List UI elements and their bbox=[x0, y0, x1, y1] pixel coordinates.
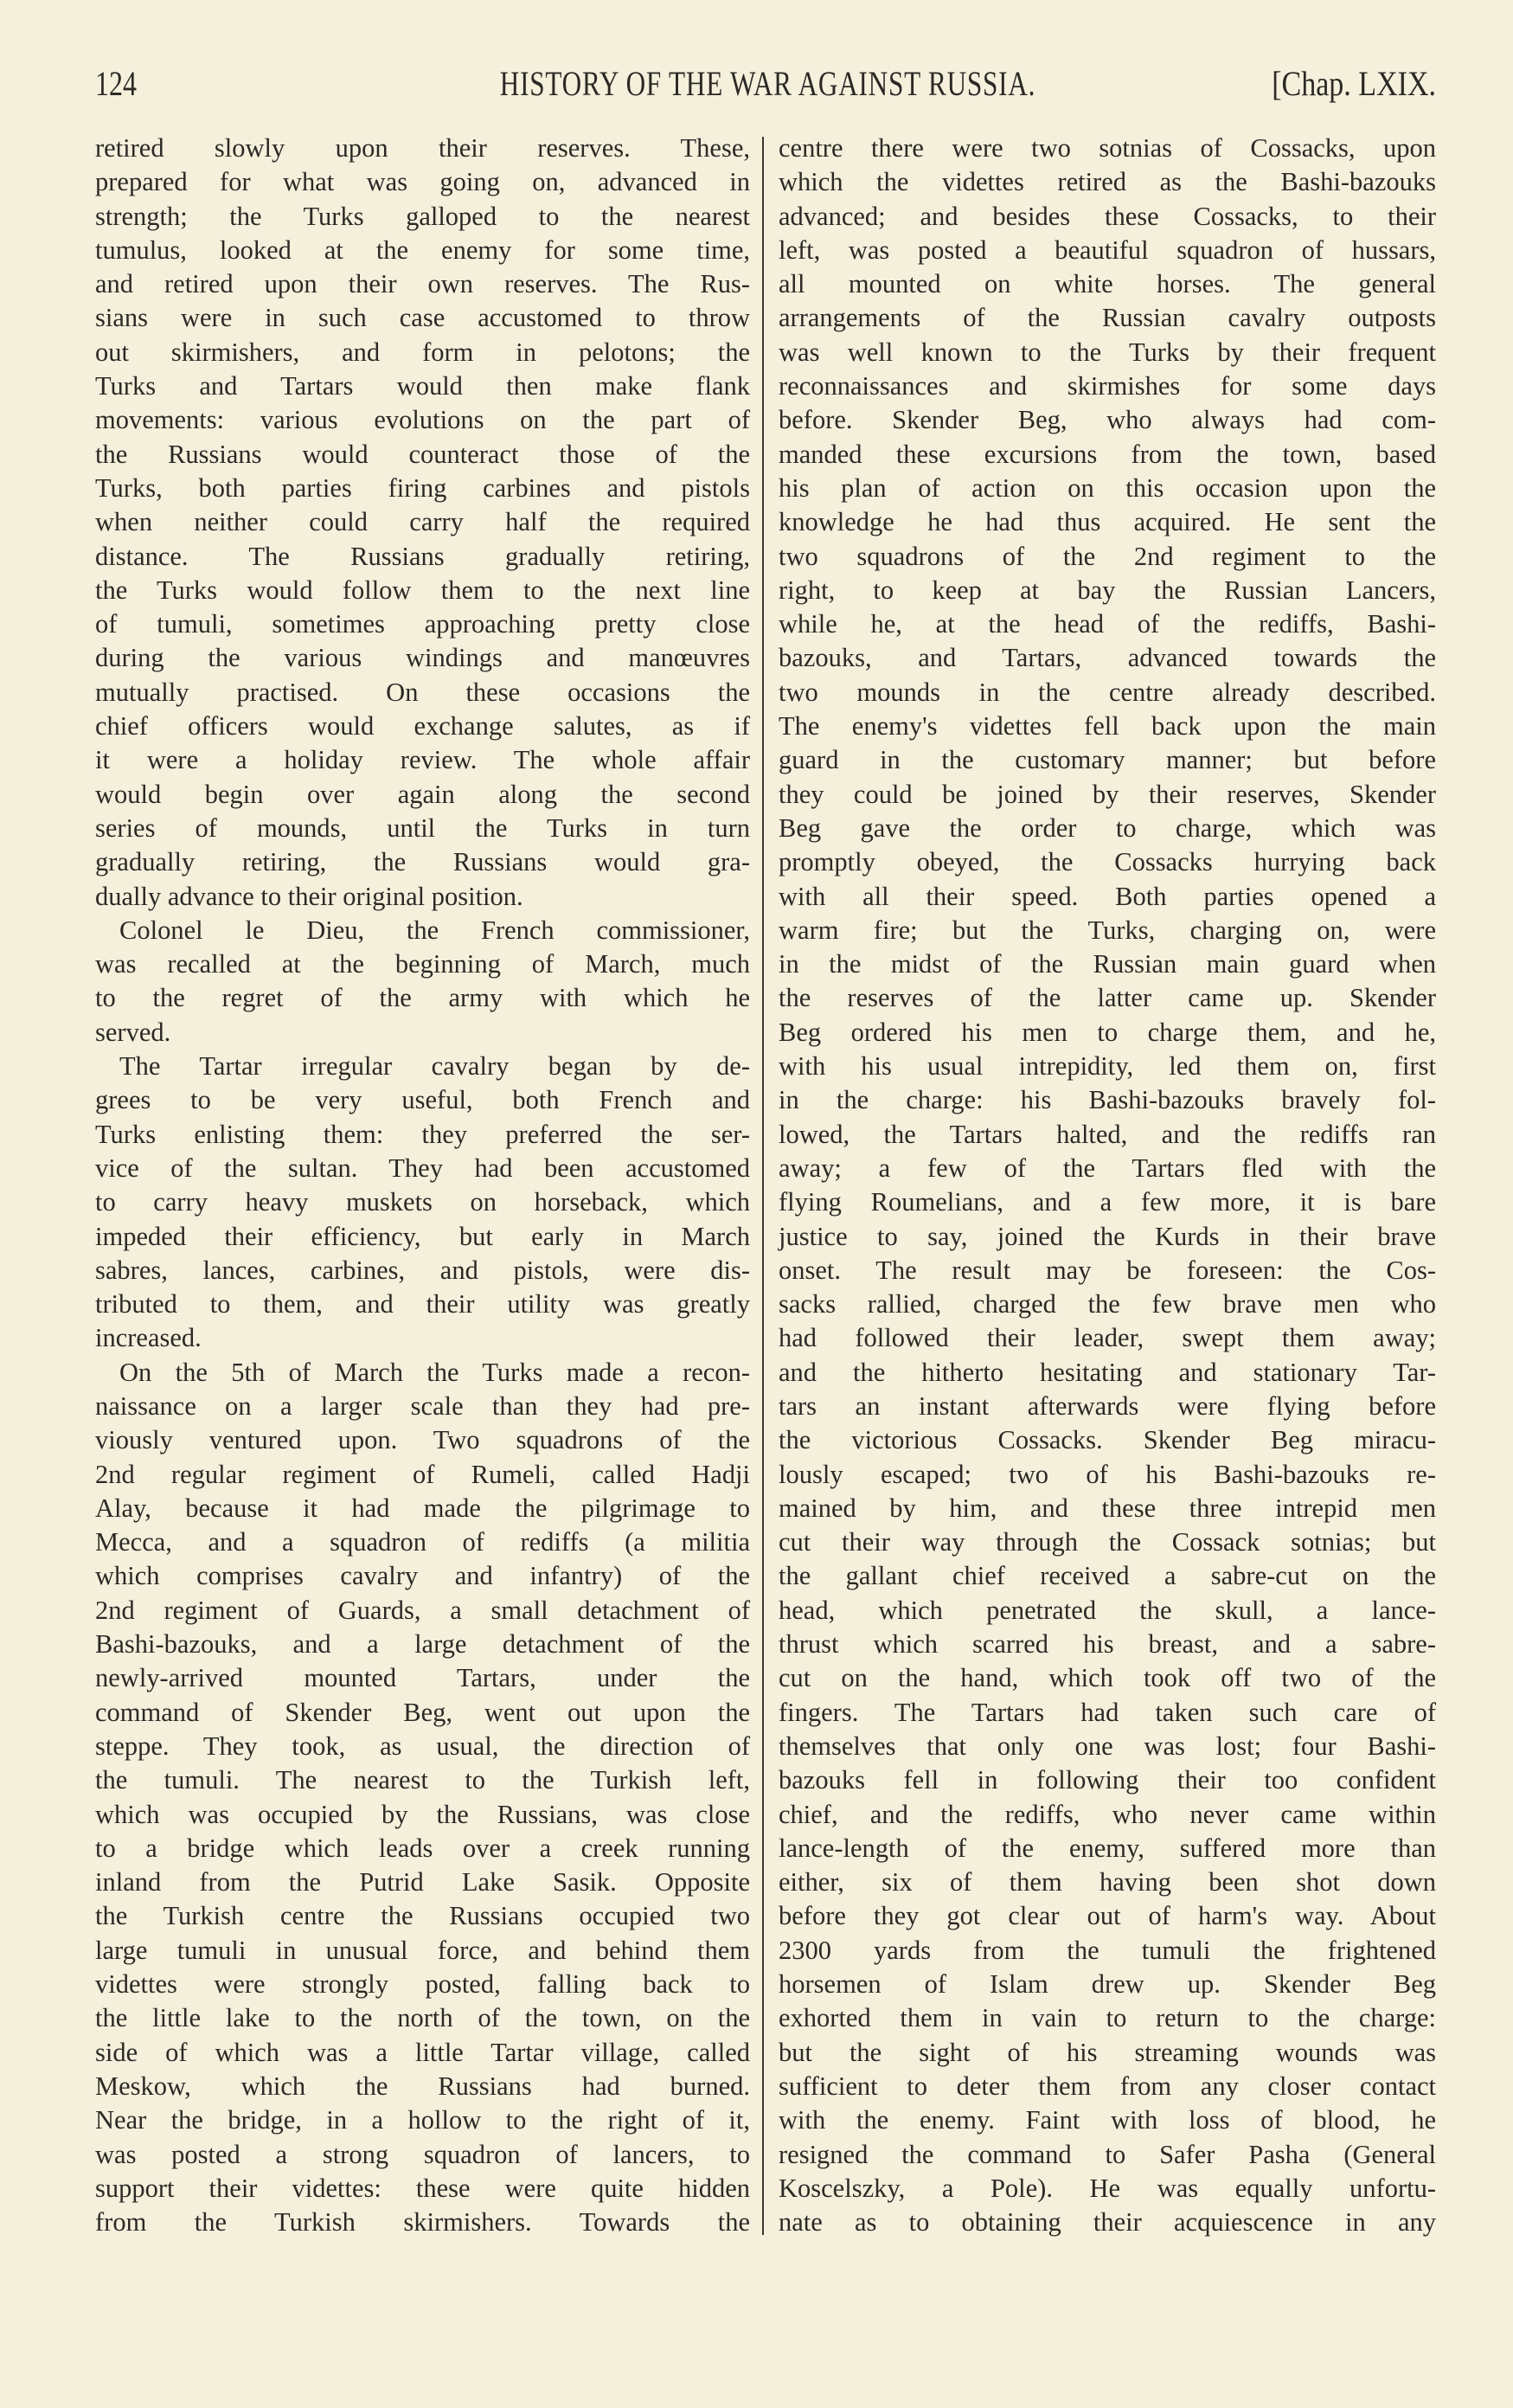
text-line: the Turks would follow them to the next line bbox=[95, 575, 750, 605]
text-line: the tumuli. The nearest to the Turkish left, bbox=[95, 1765, 750, 1795]
text-line: before. Skender Beg, who always had com- bbox=[779, 405, 1436, 435]
text-line: head, which penetrated the skull, a lance- bbox=[779, 1595, 1436, 1625]
text-line: Near the bridge, in a hollow to the right of it, bbox=[95, 2105, 750, 2135]
text-line: lously escaped; two of his Bashi-bazouks re- bbox=[779, 1459, 1436, 1489]
text-line: with his usual intrepidity, led them on, first bbox=[779, 1051, 1436, 1082]
text-line: tars an instant afterwards were flying before bbox=[779, 1390, 1436, 1421]
text-line: grees to be very useful, both French and bbox=[95, 1085, 750, 1115]
text-line: the victorious Cossacks. Skender Beg miracu- bbox=[779, 1425, 1436, 1455]
text-line: support their videttes: these were quite hidden bbox=[95, 2173, 750, 2203]
text-line: Turks and Tartars would then make flank bbox=[95, 371, 750, 401]
text-line: 2nd regular regiment of Rumeli, called Hadji bbox=[95, 1459, 750, 1489]
text-line: Colonel le Dieu, the French commissioner, bbox=[119, 915, 750, 945]
text-line: manded these excursions from the town, based bbox=[779, 439, 1436, 469]
text-line: Turks enlisting them: they preferred the ser- bbox=[95, 1119, 750, 1149]
text-line: cut on the hand, which took off two of the bbox=[779, 1663, 1436, 1693]
text-line: naissance on a larger scale than they had pre- bbox=[95, 1390, 750, 1421]
text-line: which comprises cavalry and infantry) of the bbox=[95, 1561, 750, 1591]
text-line: viously ventured upon. Two squadrons of the bbox=[95, 1425, 750, 1455]
text-line: large tumuli in unusual force, and behind them bbox=[95, 1935, 750, 1965]
text-line: Mecca, and a squadron of rediffs (a militia bbox=[95, 1527, 750, 1557]
text-line: they could be joined by their reserves, Skender bbox=[779, 779, 1436, 809]
text-line: away; a few of the Tartars fled with the bbox=[779, 1153, 1436, 1183]
text-line: the little lake to the north of the town, on the bbox=[95, 2003, 750, 2033]
text-line: series of mounds, until the Turks in turn bbox=[95, 812, 750, 843]
text-line: two squadrons of the 2nd regiment to the bbox=[779, 541, 1436, 571]
text-line: during the various windings and manœuvres bbox=[95, 643, 750, 673]
text-line: 2nd regiment of Guards, a small detachment of bbox=[95, 1595, 750, 1625]
text-line: two mounds in the centre already described. bbox=[779, 677, 1436, 707]
paragraph bbox=[779, 132, 1436, 2239]
text-line: was recalled at the beginning of March, much bbox=[95, 949, 750, 979]
text-line: sacks rallied, charged the few brave men who bbox=[779, 1289, 1436, 1320]
text-line: lowed, the Tartars halted, and the rediffs ran bbox=[779, 1119, 1436, 1149]
text-line: impeded their efficiency, but early in March bbox=[95, 1221, 750, 1251]
text-line: chief officers would exchange salutes, as if bbox=[95, 711, 750, 742]
column-divider bbox=[762, 137, 764, 2235]
text-line: which the videttes retired as the Bashi-bazouks bbox=[779, 167, 1436, 197]
text-line: and retired upon their own reserves. The Rus- bbox=[95, 269, 750, 299]
text-line: in the midst of the Russian main guard when bbox=[779, 949, 1436, 979]
left-column bbox=[95, 132, 750, 2239]
text-line: had followed their leader, swept them away; bbox=[779, 1323, 1436, 1353]
text-line: exhorted them in vain to return to the charge: bbox=[779, 2003, 1436, 2033]
paragraph bbox=[95, 1050, 750, 1356]
text-line: out skirmishers, and form in pelotons; the bbox=[95, 337, 750, 367]
paragraph bbox=[95, 914, 750, 1050]
text-line: movements: various evolutions on the part of bbox=[95, 405, 750, 435]
text-line: to the regret of the army with which he bbox=[95, 983, 750, 1013]
text-line: the Turkish centre the Russians occupied two bbox=[95, 1901, 750, 1931]
text-line: sians were in such case accustomed to throw bbox=[95, 303, 750, 333]
text-line: warm fire; but the Turks, charging on, were bbox=[779, 915, 1436, 945]
text-line: sufficient to deter them from any closer contact bbox=[779, 2071, 1436, 2101]
text-line: was well known to the Turks by their frequent bbox=[779, 337, 1436, 367]
text-line: Alay, because it had made the pilgrimage to bbox=[95, 1493, 750, 1523]
text-line: retired slowly upon their reserves. These, bbox=[95, 133, 750, 163]
text-line: strength; the Turks galloped to the nearest bbox=[95, 201, 750, 231]
paragraph bbox=[95, 1356, 750, 2240]
text-line: mutually practised. On these occasions the bbox=[95, 677, 750, 707]
text-line: to carry heavy muskets on horseback, which bbox=[95, 1187, 750, 1217]
running-title: HISTORY OF THE WAR AGAINST RUSSIA. bbox=[499, 64, 1036, 103]
text-line: 2300 yards from the tumuli the frightened bbox=[779, 1935, 1436, 1965]
text-line: Bashi-bazouks, and a large detachment of the bbox=[95, 1629, 750, 1660]
text-line: Meskow, which the Russians had burned. bbox=[95, 2071, 750, 2101]
text-line: either, six of them having been shot down bbox=[779, 1867, 1436, 1898]
text-line: cut their way through the Cossack sotnias; but bbox=[779, 1527, 1436, 1557]
text-line: newly-arrived mounted Tartars, under the bbox=[95, 1663, 750, 1693]
text-line: served. bbox=[95, 1017, 171, 1047]
text-line: The Tartar irregular cavalry began by de- bbox=[119, 1051, 750, 1082]
text-line: guard in the customary manner; but before bbox=[779, 745, 1436, 775]
text-line: thrust which scarred his breast, and a sabre- bbox=[779, 1629, 1436, 1660]
text-line: Turks, both parties firing carbines and pistols bbox=[95, 472, 750, 503]
text-line: On the 5th of March the Turks made a recon- bbox=[119, 1357, 750, 1387]
text-line: bazouks, and Tartars, advanced towards the bbox=[779, 643, 1436, 673]
text-line: Beg gave the order to charge, which was bbox=[779, 812, 1436, 843]
text-line: was posted a strong squadron of lancers, to bbox=[95, 2139, 750, 2169]
text-line: nate as to obtaining their acquiescence in any bbox=[779, 2207, 1436, 2238]
text-line: centre there were two sotnias of Cossacks, upon bbox=[779, 133, 1436, 163]
text-line: right, to keep at bay the Russian Lancers, bbox=[779, 575, 1436, 605]
text-line: all mounted on white horses. The general bbox=[779, 269, 1436, 299]
text-line: The enemy's videttes fell back upon the main bbox=[779, 711, 1436, 742]
text-line: with all their speed. Both parties opened a bbox=[779, 881, 1436, 911]
text-line: resigned the command to Safer Pasha (General bbox=[779, 2139, 1436, 2169]
text-line: but the sight of his streaming wounds was bbox=[779, 2037, 1436, 2067]
text-line: tributed to them, and their utility was greatly bbox=[95, 1289, 750, 1320]
right-column bbox=[779, 132, 1436, 2239]
text-line: arrangements of the Russian cavalry outposts bbox=[779, 303, 1436, 333]
text-line: his plan of action on this occasion upon the bbox=[779, 472, 1436, 503]
text-line: command of Skender Beg, went out upon the bbox=[95, 1697, 750, 1727]
page-number: 124 bbox=[95, 64, 137, 103]
text-line: flying Roumelians, and a few more, it is bare bbox=[779, 1187, 1436, 1217]
text-line: Koscelszky, a Pole). He was equally unfortu- bbox=[779, 2173, 1436, 2203]
text-line: left, was posted a beautiful squadron of hussars, bbox=[779, 234, 1436, 265]
text-line: advanced; and besides these Cossacks, to their bbox=[779, 201, 1436, 231]
text-line: tumulus, looked at the enemy for some time, bbox=[95, 234, 750, 265]
text-line: the gallant chief received a sabre-cut on the bbox=[779, 1561, 1436, 1591]
text-line: themselves that only one was lost; four Bashi- bbox=[779, 1731, 1436, 1761]
text-line: onset. The result may be foreseen: the Cos- bbox=[779, 1255, 1436, 1285]
paragraph bbox=[95, 132, 750, 914]
text-line: with the enemy. Faint with loss of blood, he bbox=[779, 2105, 1436, 2135]
text-line: distance. The Russians gradually retiring, bbox=[95, 541, 750, 571]
text-line: it were a holiday review. The whole affair bbox=[95, 745, 750, 775]
text-line: in the charge: his Bashi-bazouks bravely fol- bbox=[779, 1085, 1436, 1115]
text-line: videttes were strongly posted, falling back to bbox=[95, 1969, 750, 2000]
text-line: the Russians would counteract those of the bbox=[95, 439, 750, 469]
text-line: and the hitherto hesitating and stationary Tar- bbox=[779, 1357, 1436, 1387]
text-line: gradually retiring, the Russians would gra- bbox=[95, 847, 750, 877]
text-line: to a bridge which leads over a creek running bbox=[95, 1833, 750, 1863]
text-line: dually advance to their original position. bbox=[95, 881, 523, 911]
text-line: prepared for what was going on, advanced in bbox=[95, 167, 750, 197]
text-line: chief, and the rediffs, who never came within bbox=[779, 1799, 1436, 1829]
text-line: would begin over again along the second bbox=[95, 779, 750, 809]
text-line: lance-length of the enemy, suffered more than bbox=[779, 1833, 1436, 1863]
text-line: which was occupied by the Russians, was close bbox=[95, 1799, 750, 1829]
text-line: of tumuli, sometimes approaching pretty close bbox=[95, 609, 750, 639]
text-line: from the Turkish skirmishers. Towards the bbox=[95, 2207, 750, 2238]
text-line: knowledge he had thus acquired. He sent the bbox=[779, 507, 1436, 537]
text-line: reconnaissances and skirmishes for some days bbox=[779, 371, 1436, 401]
text-line: fingers. The Tartars had taken such care of bbox=[779, 1697, 1436, 1727]
text-line: before they got clear out of harm's way. About bbox=[779, 1901, 1436, 1931]
text-line: vice of the sultan. They had been accustomed bbox=[95, 1153, 750, 1183]
text-line: steppe. They took, as usual, the direction of bbox=[95, 1731, 750, 1761]
text-line: horsemen of Islam drew up. Skender Beg bbox=[779, 1969, 1436, 2000]
text-line: side of which was a little Tartar village, called bbox=[95, 2037, 750, 2067]
text-line: bazouks fell in following their too confident bbox=[779, 1765, 1436, 1795]
chapter-label: [Chap. LXIX. bbox=[1272, 64, 1436, 103]
text-line: inland from the Putrid Lake Sasik. Opposite bbox=[95, 1867, 750, 1898]
text-line: mained by him, and these three intrepid men bbox=[779, 1493, 1436, 1523]
text-line: while he, at the head of the rediffs, Bashi- bbox=[779, 609, 1436, 639]
text-line: promptly obeyed, the Cossacks hurrying back bbox=[779, 847, 1436, 877]
text-line: when neither could carry half the required bbox=[95, 507, 750, 537]
text-line: the reserves of the latter came up. Skender bbox=[779, 983, 1436, 1013]
text-line: Beg ordered his men to charge them, and he, bbox=[779, 1017, 1436, 1047]
text-line: justice to say, joined the Kurds in their brave bbox=[779, 1221, 1436, 1251]
text-line: sabres, lances, carbines, and pistols, were dis- bbox=[95, 1255, 750, 1285]
text-line: increased. bbox=[95, 1323, 202, 1353]
